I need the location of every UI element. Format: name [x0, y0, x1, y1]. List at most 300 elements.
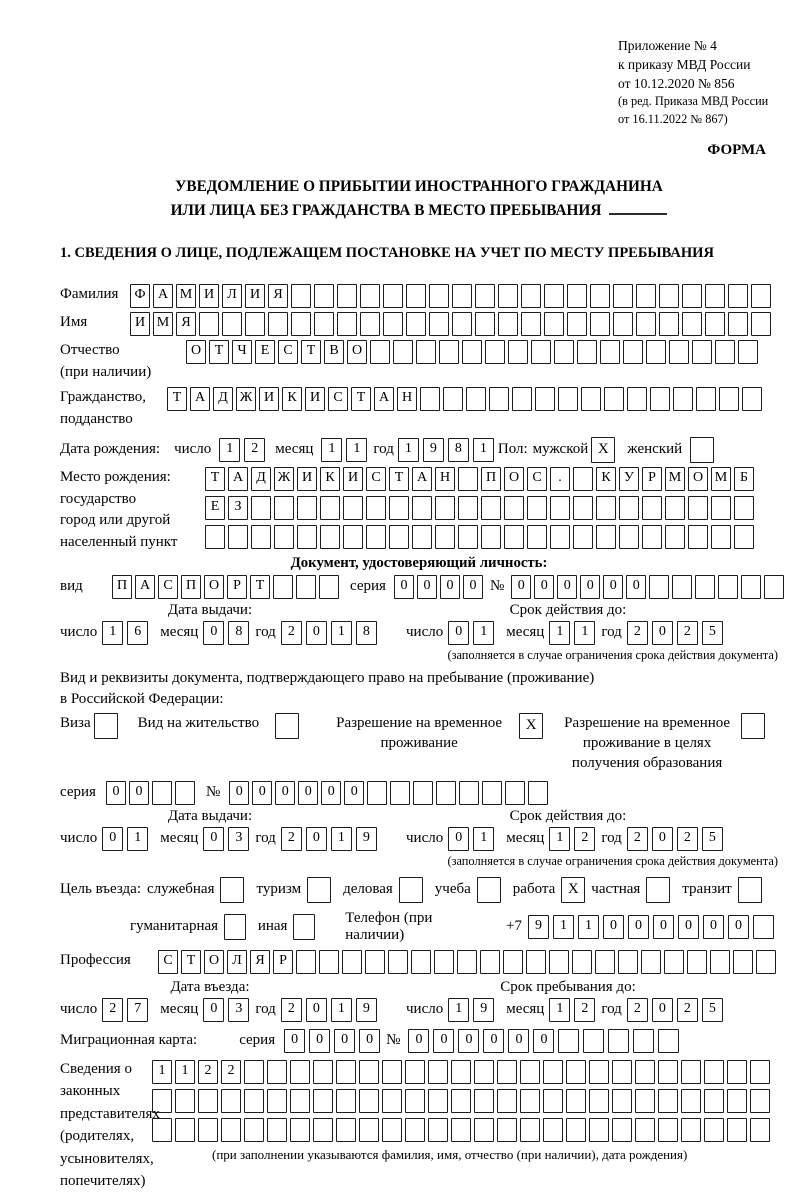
char-cell[interactable] — [566, 1118, 586, 1142]
char-cell[interactable] — [531, 340, 551, 364]
char-cell[interactable] — [704, 1118, 724, 1142]
char-cell[interactable]: 2 — [198, 1060, 218, 1084]
char-cell[interactable] — [558, 387, 578, 411]
char-cell[interactable] — [319, 575, 339, 599]
char-cell[interactable] — [383, 312, 403, 336]
char-cell[interactable] — [567, 312, 587, 336]
char-cell[interactable]: 0 — [106, 781, 126, 805]
char-cell[interactable]: Ж — [274, 467, 294, 491]
char-cell[interactable] — [390, 781, 410, 805]
char-cell[interactable] — [485, 340, 505, 364]
char-cell[interactable]: 1 — [398, 438, 419, 462]
char-cell[interactable] — [682, 312, 702, 336]
char-cell[interactable] — [669, 340, 689, 364]
char-cell[interactable]: 1 — [331, 621, 352, 645]
char-cell[interactable]: 0 — [306, 827, 327, 851]
char-cell[interactable]: 2 — [627, 621, 648, 645]
char-cell[interactable]: 0 — [580, 575, 600, 599]
char-cell[interactable] — [474, 1118, 494, 1142]
char-cell[interactable] — [688, 496, 708, 520]
char-cell[interactable] — [434, 950, 454, 974]
char-cell[interactable]: 9 — [528, 915, 549, 939]
char-cell[interactable] — [337, 284, 357, 308]
char-cell[interactable] — [741, 575, 761, 599]
char-cell[interactable]: 0 — [557, 575, 577, 599]
char-cell[interactable] — [635, 1118, 655, 1142]
char-cell[interactable] — [567, 284, 587, 308]
char-cell[interactable] — [297, 496, 317, 520]
char-cell[interactable] — [566, 1089, 586, 1113]
char-cell[interactable] — [573, 467, 593, 491]
char-cell[interactable]: К — [596, 467, 616, 491]
char-cell[interactable]: К — [320, 467, 340, 491]
char-cell[interactable]: Я — [176, 312, 196, 336]
char-cell[interactable]: 0 — [394, 575, 414, 599]
char-cell[interactable]: 0 — [203, 998, 224, 1022]
char-cell[interactable] — [590, 312, 610, 336]
char-cell[interactable] — [366, 496, 386, 520]
char-cell[interactable] — [337, 312, 357, 336]
char-cell[interactable] — [595, 950, 615, 974]
char-cell[interactable] — [681, 1060, 701, 1084]
char-cell[interactable] — [428, 1118, 448, 1142]
purpose-tourism-checkbox[interactable] — [307, 877, 331, 903]
char-cell[interactable] — [428, 1089, 448, 1113]
char-cell[interactable] — [728, 284, 748, 308]
char-cell[interactable]: А — [374, 387, 394, 411]
char-cell[interactable]: 2 — [574, 998, 595, 1022]
char-cell[interactable] — [665, 496, 685, 520]
char-cell[interactable]: 1 — [331, 827, 352, 851]
char-cell[interactable] — [313, 1118, 333, 1142]
char-cell[interactable] — [429, 284, 449, 308]
char-cell[interactable]: 0 — [626, 575, 646, 599]
char-cell[interactable]: А — [412, 467, 432, 491]
char-cell[interactable] — [682, 284, 702, 308]
char-cell[interactable] — [613, 284, 633, 308]
char-cell[interactable]: 1 — [152, 1060, 172, 1084]
char-cell[interactable] — [296, 950, 316, 974]
char-cell[interactable] — [251, 496, 271, 520]
char-cell[interactable]: 9 — [423, 438, 444, 462]
char-cell[interactable]: 1 — [346, 438, 367, 462]
char-cell[interactable]: Н — [397, 387, 417, 411]
char-cell[interactable] — [543, 1089, 563, 1113]
char-cell[interactable]: К — [282, 387, 302, 411]
char-cell[interactable] — [359, 1089, 379, 1113]
char-cell[interactable] — [535, 387, 555, 411]
char-cell[interactable] — [474, 1060, 494, 1084]
char-cell[interactable] — [642, 496, 662, 520]
char-cell[interactable]: 2 — [574, 827, 595, 851]
char-cell[interactable] — [750, 1060, 770, 1084]
char-cell[interactable] — [612, 1118, 632, 1142]
char-cell[interactable] — [244, 1089, 264, 1113]
char-cell[interactable]: Н — [435, 467, 455, 491]
char-cell[interactable]: 0 — [203, 621, 224, 645]
char-cell[interactable]: Б — [734, 467, 754, 491]
char-cell[interactable] — [416, 340, 436, 364]
char-cell[interactable]: 2 — [244, 438, 265, 462]
char-cell[interactable] — [636, 312, 656, 336]
char-cell[interactable] — [508, 340, 528, 364]
char-cell[interactable] — [152, 1089, 172, 1113]
char-cell[interactable] — [705, 312, 725, 336]
char-cell[interactable]: Т — [351, 387, 371, 411]
char-cell[interactable]: 2 — [677, 998, 698, 1022]
char-cell[interactable]: 5 — [702, 998, 723, 1022]
char-cell[interactable] — [342, 950, 362, 974]
char-cell[interactable] — [544, 312, 564, 336]
purpose-official-checkbox[interactable] — [220, 877, 244, 903]
char-cell[interactable] — [550, 525, 570, 549]
char-cell[interactable]: 0 — [508, 1029, 529, 1053]
char-cell[interactable] — [672, 575, 692, 599]
char-cell[interactable]: Т — [389, 467, 409, 491]
char-cell[interactable]: И — [130, 312, 150, 336]
char-cell[interactable]: 1 — [175, 1060, 195, 1084]
char-cell[interactable] — [497, 1089, 517, 1113]
char-cell[interactable] — [756, 950, 776, 974]
char-cell[interactable]: А — [228, 467, 248, 491]
char-cell[interactable] — [412, 525, 432, 549]
char-cell[interactable]: Я — [268, 284, 288, 308]
char-cell[interactable]: Д — [213, 387, 233, 411]
char-cell[interactable] — [451, 1089, 471, 1113]
char-cell[interactable] — [382, 1089, 402, 1113]
char-cell[interactable] — [458, 467, 478, 491]
char-cell[interactable]: 1 — [473, 438, 494, 462]
char-cell[interactable] — [521, 312, 541, 336]
char-cell[interactable]: О — [204, 950, 224, 974]
char-cell[interactable] — [413, 781, 433, 805]
char-cell[interactable]: 1 — [578, 915, 599, 939]
char-cell[interactable]: 1 — [473, 827, 494, 851]
char-cell[interactable] — [710, 950, 730, 974]
char-cell[interactable]: И — [305, 387, 325, 411]
char-cell[interactable] — [604, 387, 624, 411]
char-cell[interactable] — [633, 1029, 654, 1053]
char-cell[interactable] — [290, 1089, 310, 1113]
char-cell[interactable]: О — [688, 467, 708, 491]
char-cell[interactable] — [405, 1118, 425, 1142]
char-cell[interactable] — [727, 1089, 747, 1113]
char-cell[interactable] — [267, 1060, 287, 1084]
char-cell[interactable] — [429, 312, 449, 336]
char-cell[interactable] — [498, 312, 518, 336]
char-cell[interactable] — [504, 496, 524, 520]
char-cell[interactable] — [572, 950, 592, 974]
char-cell[interactable]: Д — [251, 467, 271, 491]
char-cell[interactable] — [520, 1089, 540, 1113]
char-cell[interactable] — [711, 525, 731, 549]
char-cell[interactable] — [360, 284, 380, 308]
char-cell[interactable] — [590, 284, 610, 308]
char-cell[interactable] — [452, 312, 472, 336]
char-cell[interactable]: 9 — [473, 998, 494, 1022]
char-cell[interactable]: . — [550, 467, 570, 491]
char-cell[interactable] — [313, 1089, 333, 1113]
char-cell[interactable] — [435, 496, 455, 520]
char-cell[interactable] — [273, 575, 293, 599]
char-cell[interactable]: 2 — [677, 827, 698, 851]
char-cell[interactable] — [222, 312, 242, 336]
char-cell[interactable] — [481, 525, 501, 549]
char-cell[interactable] — [359, 1118, 379, 1142]
char-cell[interactable] — [692, 340, 712, 364]
char-cell[interactable] — [659, 312, 679, 336]
temp-edu-checkbox[interactable] — [741, 713, 765, 739]
char-cell[interactable]: 2 — [281, 998, 302, 1022]
char-cell[interactable] — [480, 950, 500, 974]
char-cell[interactable]: 0 — [653, 915, 674, 939]
char-cell[interactable]: Т — [205, 467, 225, 491]
char-cell[interactable] — [612, 1089, 632, 1113]
char-cell[interactable]: Я — [250, 950, 270, 974]
char-cell[interactable]: Р — [273, 950, 293, 974]
char-cell[interactable] — [600, 340, 620, 364]
char-cell[interactable]: 1 — [321, 438, 342, 462]
char-cell[interactable]: 3 — [228, 998, 249, 1022]
char-cell[interactable] — [577, 340, 597, 364]
char-cell[interactable]: 1 — [553, 915, 574, 939]
char-cell[interactable] — [343, 496, 363, 520]
char-cell[interactable] — [734, 496, 754, 520]
char-cell[interactable]: 5 — [702, 621, 723, 645]
char-cell[interactable]: О — [204, 575, 224, 599]
char-cell[interactable] — [343, 525, 363, 549]
char-cell[interactable] — [382, 1060, 402, 1084]
char-cell[interactable] — [627, 387, 647, 411]
char-cell[interactable] — [589, 1089, 609, 1113]
char-cell[interactable] — [199, 312, 219, 336]
char-cell[interactable] — [636, 284, 656, 308]
char-cell[interactable]: 8 — [228, 621, 249, 645]
char-cell[interactable] — [428, 1060, 448, 1084]
char-cell[interactable]: 2 — [677, 621, 698, 645]
char-cell[interactable] — [695, 575, 715, 599]
char-cell[interactable]: Т — [181, 950, 201, 974]
char-cell[interactable] — [244, 1060, 264, 1084]
char-cell[interactable] — [596, 525, 616, 549]
char-cell[interactable] — [152, 1118, 172, 1142]
char-cell[interactable] — [383, 284, 403, 308]
char-cell[interactable]: 3 — [228, 827, 249, 851]
char-cell[interactable] — [406, 284, 426, 308]
char-cell[interactable] — [733, 950, 753, 974]
char-cell[interactable]: Е — [205, 496, 225, 520]
char-cell[interactable] — [365, 950, 385, 974]
char-cell[interactable]: 2 — [281, 621, 302, 645]
char-cell[interactable] — [642, 525, 662, 549]
char-cell[interactable]: 0 — [102, 827, 123, 851]
male-checkbox[interactable]: X — [591, 437, 615, 463]
char-cell[interactable] — [452, 284, 472, 308]
char-cell[interactable] — [649, 575, 669, 599]
char-cell[interactable] — [382, 1118, 402, 1142]
purpose-humanitarian-checkbox[interactable] — [224, 914, 246, 940]
char-cell[interactable]: О — [186, 340, 206, 364]
char-cell[interactable] — [451, 1118, 471, 1142]
char-cell[interactable]: М — [711, 467, 731, 491]
char-cell[interactable] — [635, 1060, 655, 1084]
char-cell[interactable] — [268, 312, 288, 336]
char-cell[interactable] — [205, 525, 225, 549]
char-cell[interactable] — [549, 950, 569, 974]
char-cell[interactable]: 1 — [473, 621, 494, 645]
char-cell[interactable]: 2 — [627, 827, 648, 851]
purpose-private-checkbox[interactable] — [646, 877, 670, 903]
char-cell[interactable]: 0 — [463, 575, 483, 599]
char-cell[interactable]: П — [112, 575, 132, 599]
char-cell[interactable] — [573, 496, 593, 520]
char-cell[interactable] — [558, 1029, 579, 1053]
char-cell[interactable] — [245, 312, 265, 336]
char-cell[interactable]: М — [153, 312, 173, 336]
purpose-work-checkbox[interactable]: X — [561, 877, 585, 903]
char-cell[interactable] — [641, 950, 661, 974]
char-cell[interactable] — [360, 312, 380, 336]
char-cell[interactable]: В — [324, 340, 344, 364]
char-cell[interactable]: 0 — [433, 1029, 454, 1053]
char-cell[interactable]: Т — [250, 575, 270, 599]
char-cell[interactable] — [550, 496, 570, 520]
char-cell[interactable]: Т — [209, 340, 229, 364]
char-cell[interactable]: П — [481, 467, 501, 491]
char-cell[interactable]: 0 — [321, 781, 341, 805]
char-cell[interactable] — [738, 340, 758, 364]
residence-permit-checkbox[interactable] — [275, 713, 299, 739]
char-cell[interactable]: 1 — [102, 621, 123, 645]
char-cell[interactable]: 2 — [102, 998, 123, 1022]
char-cell[interactable]: 7 — [127, 998, 148, 1022]
char-cell[interactable] — [688, 525, 708, 549]
char-cell[interactable] — [520, 1118, 540, 1142]
char-cell[interactable] — [589, 1060, 609, 1084]
char-cell[interactable] — [681, 1089, 701, 1113]
char-cell[interactable] — [175, 1118, 195, 1142]
char-cell[interactable] — [314, 284, 334, 308]
char-cell[interactable] — [497, 1118, 517, 1142]
char-cell[interactable] — [498, 284, 518, 308]
visa-checkbox[interactable] — [94, 713, 118, 739]
char-cell[interactable] — [543, 1060, 563, 1084]
char-cell[interactable]: 0 — [603, 575, 623, 599]
char-cell[interactable] — [291, 312, 311, 336]
char-cell[interactable] — [459, 781, 479, 805]
char-cell[interactable]: С — [328, 387, 348, 411]
char-cell[interactable] — [718, 575, 738, 599]
char-cell[interactable] — [274, 525, 294, 549]
char-cell[interactable] — [715, 340, 735, 364]
char-cell[interactable]: С — [158, 950, 178, 974]
char-cell[interactable]: И — [297, 467, 317, 491]
char-cell[interactable] — [221, 1118, 241, 1142]
char-cell[interactable] — [290, 1060, 310, 1084]
char-cell[interactable] — [596, 496, 616, 520]
char-cell[interactable] — [727, 1060, 747, 1084]
char-cell[interactable] — [512, 387, 532, 411]
char-cell[interactable]: 2 — [627, 998, 648, 1022]
char-cell[interactable] — [296, 575, 316, 599]
char-cell[interactable]: 0 — [678, 915, 699, 939]
char-cell[interactable] — [320, 496, 340, 520]
char-cell[interactable] — [646, 340, 666, 364]
char-cell[interactable]: О — [347, 340, 367, 364]
char-cell[interactable]: 0 — [703, 915, 724, 939]
char-cell[interactable] — [370, 340, 390, 364]
char-cell[interactable] — [751, 312, 771, 336]
char-cell[interactable] — [389, 525, 409, 549]
char-cell[interactable]: 0 — [417, 575, 437, 599]
char-cell[interactable] — [336, 1060, 356, 1084]
char-cell[interactable] — [389, 496, 409, 520]
char-cell[interactable] — [613, 312, 633, 336]
char-cell[interactable] — [435, 525, 455, 549]
char-cell[interactable]: О — [504, 467, 524, 491]
purpose-transit-checkbox[interactable] — [738, 877, 762, 903]
char-cell[interactable]: 6 — [127, 621, 148, 645]
char-cell[interactable]: С — [278, 340, 298, 364]
char-cell[interactable] — [251, 525, 271, 549]
char-cell[interactable]: С — [158, 575, 178, 599]
char-cell[interactable]: 0 — [603, 915, 624, 939]
char-cell[interactable] — [267, 1118, 287, 1142]
char-cell[interactable]: И — [259, 387, 279, 411]
char-cell[interactable] — [481, 496, 501, 520]
char-cell[interactable]: А — [135, 575, 155, 599]
temp-residence-checkbox[interactable]: X — [519, 713, 543, 739]
char-cell[interactable] — [393, 340, 413, 364]
char-cell[interactable] — [359, 1060, 379, 1084]
char-cell[interactable] — [665, 525, 685, 549]
char-cell[interactable]: И — [343, 467, 363, 491]
char-cell[interactable]: Л — [227, 950, 247, 974]
char-cell[interactable]: Р — [642, 467, 662, 491]
char-cell[interactable] — [436, 781, 456, 805]
char-cell[interactable] — [705, 284, 725, 308]
char-cell[interactable] — [711, 496, 731, 520]
char-cell[interactable] — [458, 525, 478, 549]
char-cell[interactable] — [521, 284, 541, 308]
char-cell[interactable] — [388, 950, 408, 974]
char-cell[interactable]: 0 — [652, 998, 673, 1022]
char-cell[interactable]: 0 — [306, 621, 327, 645]
char-cell[interactable]: 0 — [203, 827, 224, 851]
char-cell[interactable] — [474, 1089, 494, 1113]
char-cell[interactable] — [336, 1089, 356, 1113]
char-cell[interactable] — [411, 950, 431, 974]
char-cell[interactable] — [583, 1029, 604, 1053]
char-cell[interactable]: 0 — [334, 1029, 355, 1053]
char-cell[interactable] — [728, 312, 748, 336]
char-cell[interactable]: Т — [301, 340, 321, 364]
char-cell[interactable]: А — [190, 387, 210, 411]
char-cell[interactable] — [320, 525, 340, 549]
char-cell[interactable] — [198, 1118, 218, 1142]
char-cell[interactable] — [152, 781, 172, 805]
char-cell[interactable] — [420, 387, 440, 411]
char-cell[interactable]: Л — [222, 284, 242, 308]
char-cell[interactable]: 1 — [331, 998, 352, 1022]
char-cell[interactable] — [719, 387, 739, 411]
char-cell[interactable]: 0 — [309, 1029, 330, 1053]
char-cell[interactable]: 0 — [284, 1029, 305, 1053]
char-cell[interactable]: 0 — [483, 1029, 504, 1053]
char-cell[interactable]: 0 — [229, 781, 249, 805]
char-cell[interactable] — [457, 950, 477, 974]
char-cell[interactable]: 0 — [448, 621, 469, 645]
